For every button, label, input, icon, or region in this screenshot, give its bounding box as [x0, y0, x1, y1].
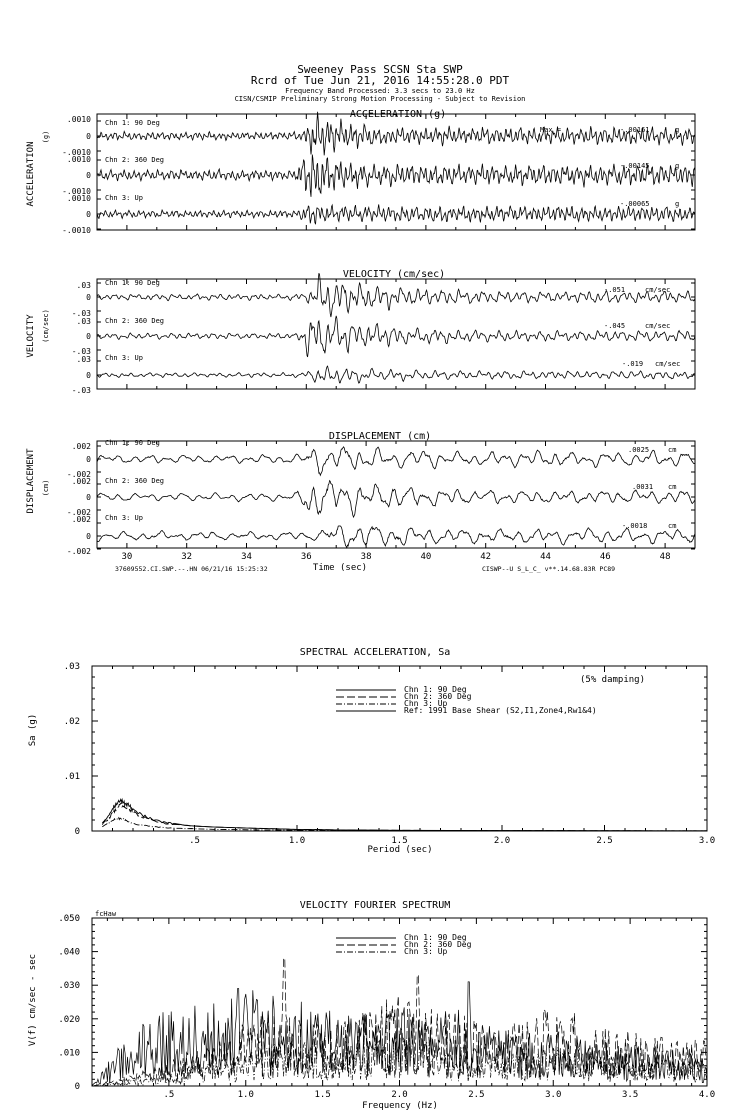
time-tick-label: 40	[420, 552, 432, 562]
vel-ch3-max: -.019	[622, 360, 644, 368]
acc-trace	[97, 204, 695, 223]
fs-ylabel: V(f) cm/sec - sec	[28, 953, 38, 1047]
fs-ytick-label: .030	[58, 981, 80, 992]
acceleration-title: ACCELERATION (g)	[349, 109, 447, 120]
time-axis-label: Time (sec)	[312, 563, 368, 573]
dis-ch2-max: .0031	[632, 483, 654, 491]
vel-ch2-label: Chn 2: 360 Deg	[105, 317, 165, 325]
vel-ch2-ytick-zero: 0	[86, 332, 91, 341]
acc-ch2-ytick-zero: 0	[86, 171, 91, 180]
dis-ch1-label: Chn 1: 90 Deg	[105, 439, 160, 447]
time-tick-label: 36	[300, 552, 312, 562]
velocity-units: (cm/sec)	[42, 309, 50, 343]
fs-xtick-label: 1.0	[237, 1090, 254, 1100]
chart-marks	[92, 112, 707, 1086]
fs-corner-label: fcHaw	[95, 910, 117, 918]
vel-ch2-ytick-top: .03	[76, 317, 91, 326]
sa-legend-label-2: Chn 2: 360 Deg	[404, 692, 472, 701]
acc-trace	[97, 155, 695, 197]
station-title: Sweeney Pass SCSN Sta SWP	[297, 63, 463, 76]
sa-frame	[92, 666, 707, 831]
dis-ch3-ytick-zero: 0	[86, 532, 91, 541]
acc-ch1-ytick-zero: 0	[86, 132, 91, 141]
fs-xtick-label: 3.0	[545, 1090, 562, 1100]
time-tick-label: 34	[241, 552, 252, 562]
vel-ch3-unit: cm/sec	[655, 360, 681, 368]
dis-ch3-unit: cm	[668, 522, 677, 530]
acc-ch2-max: -.00145	[620, 162, 650, 170]
dis-ch1-unit: cm	[668, 446, 677, 454]
sa-xtick-label: 1.5	[391, 836, 408, 846]
acc-ch2-ytick-top: .0010	[66, 155, 91, 164]
time-tick-label: 38	[360, 552, 372, 562]
dis-ch3-ytick-top: .002	[71, 515, 91, 524]
displacement-title: DISPLACEMENT (cm)	[328, 431, 432, 442]
dis-ch2-unit: cm	[668, 483, 677, 491]
fourier-spectrum-panel	[28, 900, 715, 1111]
sa-xtick-label: 3.0	[698, 836, 716, 846]
sa-ytick-label: 0	[74, 827, 80, 837]
fs-ytick-label: .040	[58, 947, 80, 958]
fs-title: VELOCITY FOURIER SPECTRUM	[299, 900, 451, 911]
acc-ch2-unit: g	[675, 162, 680, 170]
sa-series-line-3	[102, 818, 707, 831]
spectral-acceleration-panel	[28, 647, 715, 855]
vel-ch2-ytick-bottom: -.03	[71, 347, 91, 356]
dis-trace	[97, 447, 695, 476]
dis-ch2-label: Chn 2: 360 Deg	[105, 477, 165, 485]
acceleration-units: (g)	[42, 130, 50, 144]
fs-xtick-label: .5	[163, 1090, 175, 1100]
fs-legend-label-1: Chn 1: 90 Deg	[404, 933, 467, 942]
sa-xlabel: Period (sec)	[367, 845, 433, 855]
sa-xtick-label: 2.0	[493, 836, 511, 846]
fs-legend-label-2: Chn 2: 360 Deg	[404, 940, 472, 949]
dis-ch2-ytick-zero: 0	[86, 493, 91, 502]
processing-note: CISN/CSMIP Preliminary Strong Motion Processing - Subject to Revision	[234, 95, 526, 103]
time-axis-ticks	[121, 552, 670, 562]
dis-ch2-ytick-bottom: -.002	[66, 508, 91, 517]
dis-trace	[97, 481, 695, 517]
vel-ch3-ytick-top: .03	[76, 355, 91, 364]
acceleration-max-prefix: Max =	[540, 126, 562, 134]
acceleration-ylabel: ACCELERATION	[26, 141, 36, 207]
fs-xtick-label: 3.5	[621, 1090, 639, 1100]
velocity-ylabel: VELOCITY	[26, 314, 36, 358]
fs-ytick-label: .050	[58, 914, 80, 924]
sa-ytick-label: .01	[63, 772, 80, 782]
time-tick-label: 44	[540, 552, 551, 562]
record-time: Rcrd of Tue Jun 21, 2016 14:55:28.0 PDT	[250, 74, 510, 87]
sa-series-line-2	[102, 803, 707, 831]
dis-ch1-ytick-bottom: -.002	[66, 470, 91, 479]
processing-version-footer: CISWP--U S_L_C_ v**.14.68.83R PC89	[482, 565, 616, 573]
dis-ch3-ytick-bottom: -.002	[66, 547, 91, 556]
time-tick-label: 32	[181, 552, 193, 562]
fs-xlabel: Frequency (Hz)	[362, 1101, 438, 1111]
fs-xtick-label: 1.5	[314, 1090, 331, 1100]
dis-ch2-ytick-top: .002	[71, 477, 91, 486]
vel-ch1-ytick-zero: 0	[86, 293, 91, 302]
dis-ch3-max: -.0018	[622, 522, 648, 530]
acc-ch1-ytick-bottom: -.0010	[62, 148, 91, 157]
vel-ch2-max: -.045	[604, 322, 626, 330]
dis-ch3-label: Chn 3: Up	[105, 514, 143, 522]
acc-ch3-unit: g	[675, 200, 680, 208]
acc-ch1-label: Chn 1: 90 Deg	[105, 119, 160, 127]
acc-ch3-ytick-zero: 0	[86, 210, 91, 219]
fs-ytick-label: .010	[58, 1048, 80, 1059]
displacement-ylabel: DISPLACEMENT	[26, 448, 36, 514]
time-tick-label: 30	[121, 552, 133, 562]
frequency-band: Frequency Band Processed: 3.3 secs to 23.0 Hz	[285, 87, 475, 95]
sa-ytick-label: .03	[63, 662, 80, 672]
displacement-panel	[26, 431, 695, 573]
vel-ch3-label: Chn 3: Up	[105, 354, 143, 362]
vel-ch2-unit: cm/sec	[645, 322, 671, 330]
displacement-units: (cm)	[42, 479, 50, 497]
acc-ch1-max: -.00161	[620, 126, 650, 134]
dis-ch1-max: .0025	[628, 446, 650, 454]
sa-legend-label-3: Chn 3: Up	[404, 699, 448, 708]
fs-xtick-label: 2.5	[468, 1090, 485, 1100]
fs-ytick-label: 0	[74, 1082, 80, 1092]
sa-xtick-label: .5	[189, 836, 200, 846]
sa-legend	[336, 685, 597, 715]
fs-xtick-label: 4.0	[698, 1090, 716, 1100]
time-tick-label: 46	[599, 552, 611, 562]
acc-ch3-max: -.00065	[620, 200, 650, 208]
time-tick-label: 42	[480, 552, 492, 562]
vel-ch1-ytick-bottom: -.03	[71, 309, 91, 318]
sa-xtick-label: 2.5	[596, 836, 613, 846]
dis-ch1-ytick-top: .002	[71, 442, 91, 451]
sa-title: SPECTRAL ACCELERATION, Sa	[299, 647, 451, 658]
velocity-channel-1	[72, 279, 671, 318]
acceleration-panel	[26, 109, 695, 235]
time-tick-label: 48	[659, 552, 671, 562]
acc-ch2-label: Chn 2: 360 Deg	[105, 156, 165, 164]
sa-legend-label-1: Chn 1: 90 Deg	[404, 685, 467, 694]
velocity-title: VELOCITY (cm/sec)	[342, 269, 446, 280]
sa-series-line-1	[102, 799, 707, 830]
fs-legend	[336, 933, 472, 956]
sa-ytick-label: .02	[63, 717, 80, 727]
sa-ylabel: Sa (g)	[28, 713, 38, 747]
fs-ytick-label: .020	[58, 1014, 80, 1025]
vel-ch1-ytick-top: .03	[76, 281, 91, 290]
vel-ch3-ytick-zero: 0	[86, 371, 91, 380]
sa-xtick-label: 1.0	[288, 836, 306, 846]
acc-ch3-ytick-top: .0010	[66, 194, 91, 203]
vel-ch1-label: Chn 1: 90 Deg	[105, 279, 160, 287]
acc-ch3-label: Chn 3: Up	[105, 194, 143, 202]
dis-ch1-ytick-zero: 0	[86, 455, 91, 464]
vel-trace	[97, 366, 695, 383]
sa-legend-label-4: Ref: 1991 Base Shear (S2,I1,Zone4,Rw1&4)	[404, 706, 597, 715]
vel-ch3-ytick-bottom: -.03	[71, 386, 91, 395]
record-id-footer: 37609552.CI.SWP.--.HN 06/21/16 15:25:32	[115, 565, 268, 573]
acc-ch1-unit: g	[675, 126, 680, 134]
acc-ch1-ytick-top: .0010	[66, 115, 91, 124]
vel-ch1-max: -.051	[604, 286, 626, 294]
fs-xtick-label: 2.0	[391, 1090, 408, 1100]
fs-legend-label-3: Chn 3: Up	[404, 947, 448, 956]
acc-ch2-ytick-bottom: -.0010	[62, 187, 91, 196]
vel-ch1-unit: cm/sec	[645, 286, 671, 294]
acc-ch3-ytick-bottom: -.0010	[62, 226, 91, 235]
sa-damping-note: (5% damping)	[580, 675, 646, 685]
